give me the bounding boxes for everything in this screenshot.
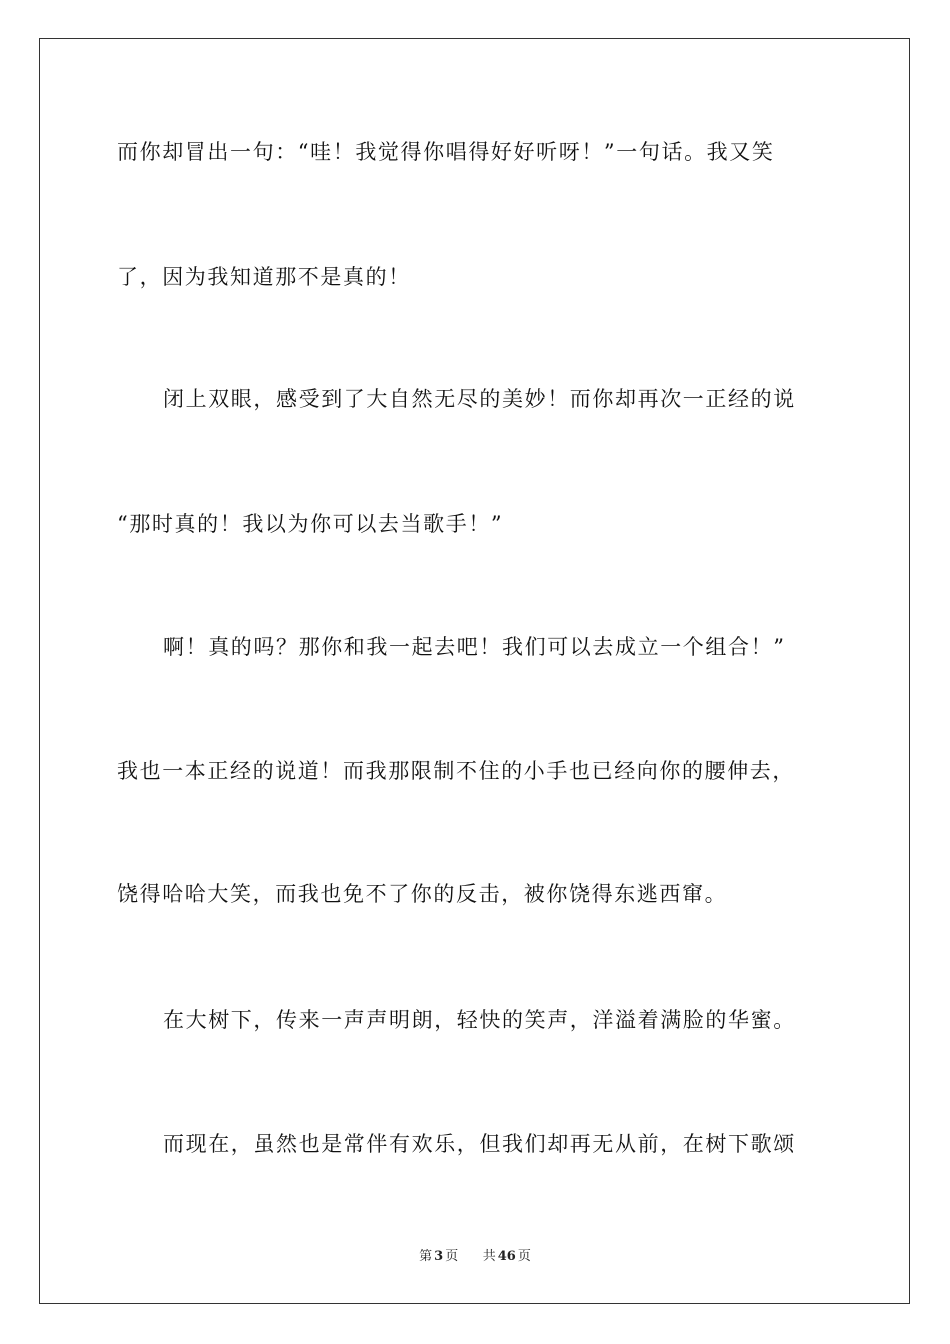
text-line: “那时真的！我以为你可以去当歌手！” (117, 512, 504, 536)
page-indicator (417, 1249, 460, 1264)
page-footer (0, 1248, 950, 1266)
paragraph-start: 而现在，虽然也是常伴有欢乐，但我们却再无从前，在树下歌颂 (163, 1132, 796, 1156)
paragraph-start: 啊！真的吗？那你和我一起去吧！我们可以去成立一个组合！” (163, 635, 786, 659)
text-line: 饶得哈哈大笑，而我也免不了你的反击，被你饶得东逃西窜。 (117, 882, 728, 906)
page-prefix: 第 (419, 1249, 433, 1264)
total-pages: 46 (497, 1249, 516, 1264)
total-indicator (481, 1249, 533, 1264)
page-suffix: 页 (445, 1249, 459, 1264)
page-border (39, 38, 910, 1304)
paragraph-start: 在大树下，传来一声声明朗，轻快的笑声，洋溢着满脸的华蜜。 (163, 1008, 796, 1032)
total-prefix: 共 (482, 1249, 496, 1264)
paragraph-start: 闭上双眼，感受到了大自然无尽的美妙！而你却再次一正经的说 (163, 387, 796, 411)
total-suffix: 页 (517, 1249, 531, 1264)
text-line: 了，因为我知道那不是真的！ (117, 265, 411, 289)
text-line: 我也一本正经的说道！而我那限制不住的小手也已经向你的腰伸去， (117, 759, 795, 783)
page-number: 3 (434, 1249, 444, 1264)
text-line: 而你却冒出一句：“哇！我觉得你唱得好好听呀！”一句话。我又笑 (117, 140, 775, 164)
